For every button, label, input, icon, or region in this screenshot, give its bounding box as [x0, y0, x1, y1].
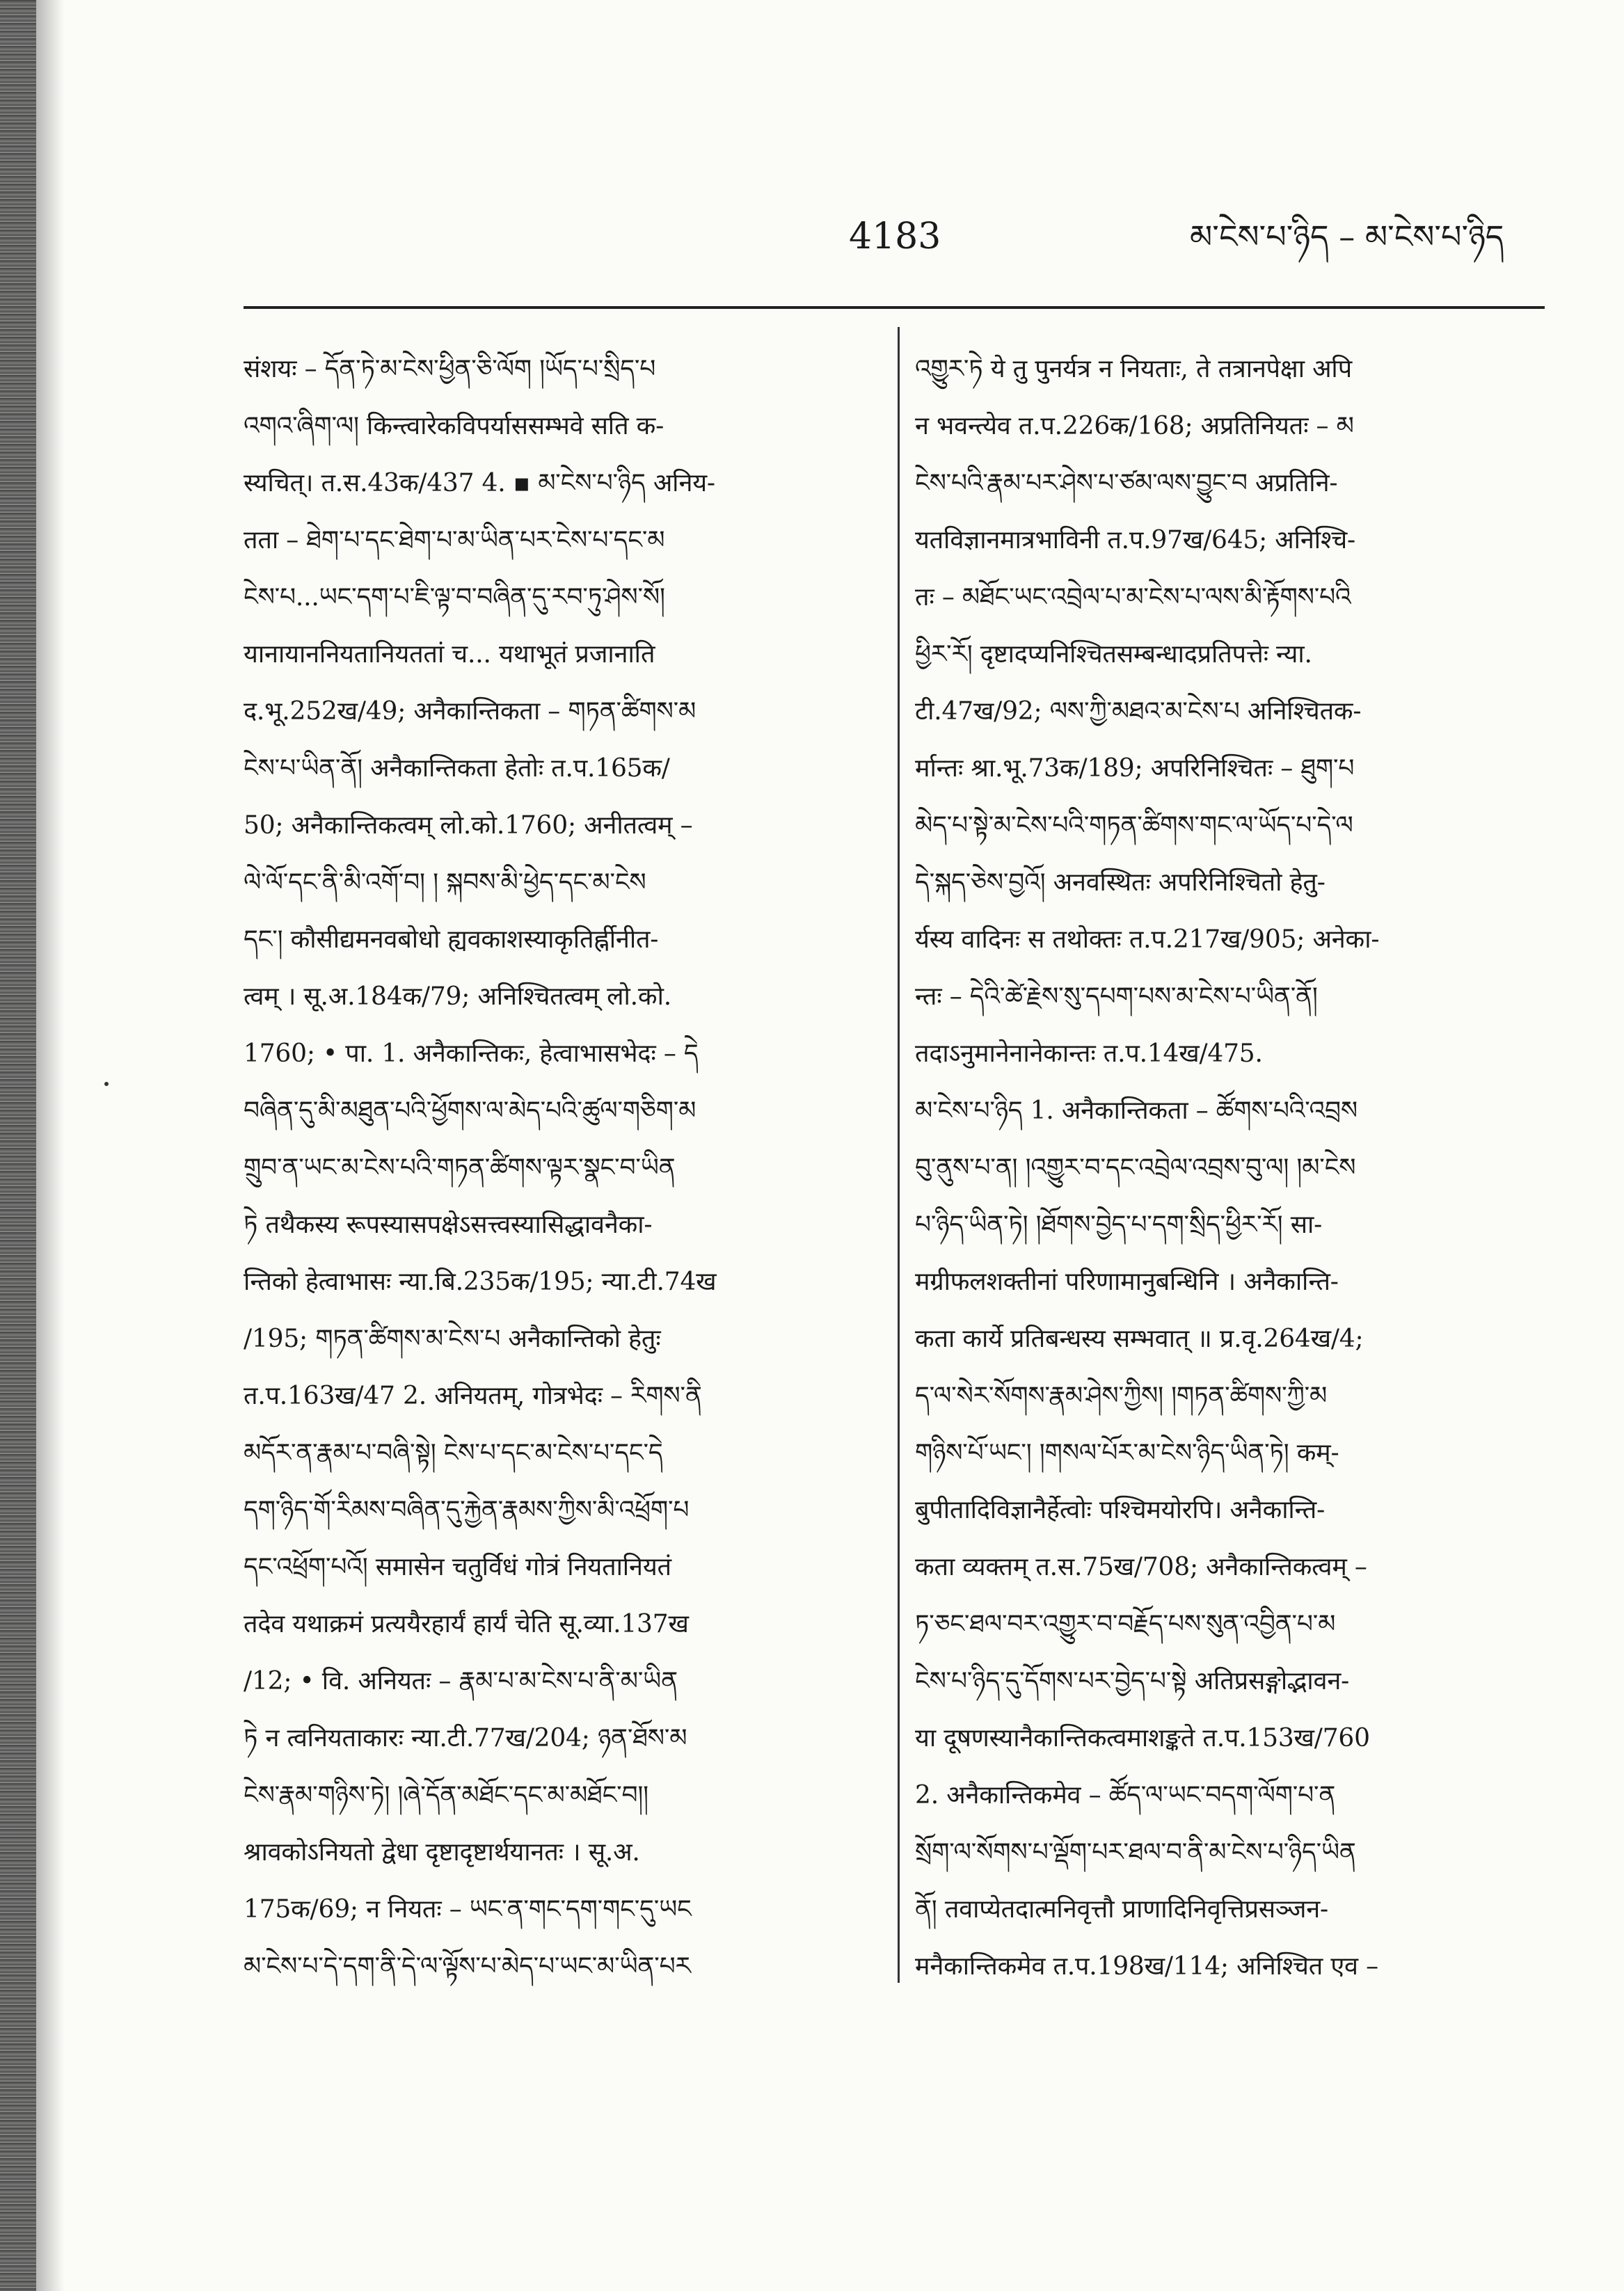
text-line: འགྱུར་ཏེ ये तु पुनर्यत्र न नियताः, ते तत्रानपेक्षा अपि [915, 355, 1352, 383]
text-line: मग्रीफलशक्तीनां परिणामानुबन्धिनि । अनैकान्ति- [915, 1268, 1339, 1296]
text-line: 50; अनैकान्तिकत्वम् लो.को.1760; अनीतत्वम् – [244, 811, 693, 840]
text-line: དག་ཉིད་གོ་རིམས་བཞིན་དུ་རྐྱེན་རྣམས་ཀྱིས་མི་འཕྲོག་པ [244, 1496, 690, 1524]
header-rule [244, 306, 1545, 309]
text-line: र्यस्य वादिनः स तथोक्तः त.प.217ख/905; अनेका- [915, 925, 1380, 954]
text-line: བུ་ནུས་པ་ན། །འགྱུར་བ་དང་འབྲེལ་འབྲས་བུ་ལ། །མ་ངེས [915, 1154, 1356, 1182]
text-line: त्वम् । सू.अ.184क/79; अनिश्चितत्वम् लो.को. [244, 982, 671, 1011]
text-line: བཞིན་དུ་མི་མཐུན་པའི་ཕྱོགས་ལ་མེད་པའི་ཚུལ་གཅིག་མ [244, 1096, 696, 1125]
left-column [244, 341, 873, 1995]
text-line: འགའ་ཞིག་ལ། किन्त्वारेकविपर्याससम्भवे सति क- [244, 412, 664, 440]
text-line: ངེས་རྣམ་གཉིས་ཏེ། །ཞེ་དོན་མཐོང་དང་མ་མཐོང་བ།། [244, 1781, 648, 1810]
page-header [0, 209, 1624, 264]
text-line: ངེས་པ་ཉིད་དུ་དོགས་པར་བྱེད་པ་སྟེ अतिप्रसङ्गोद्भावन- [915, 1667, 1350, 1695]
text-line: ནོ། तवाप्येतदात्मनिवृत्तौ प्राणादिनिवृत्तिप्रसञ्जन- [915, 1895, 1328, 1924]
text-line: कता व्यक्तम् त.स.75ख/708; अनैकान्तिकत्वम् – [915, 1553, 1367, 1581]
column-divider [898, 327, 900, 1983]
text-line: གཉིས་པོ་ཡང་། །གསལ་པོར་མ་ངེས་ཉིད་ཡིན་ཏེ། कम्- [915, 1439, 1339, 1467]
text-line: ལེ་ལོ་དང་ནི་མི་འགོ་བ། ། སྐབས་མི་ཕྱེད་དང་མ་ངེས [244, 868, 646, 897]
scan-edge [0, 0, 36, 2291]
text-line: དང་། कौसीद्यमनवबोधो ह्यवकाशस्याकृतिर्ह्नीनीत- [244, 925, 659, 954]
text-line: དང་འཕྲོག་པའོ། समासेन चतुर्विधं गोत्रं नियतानियतं [244, 1553, 671, 1581]
text-line: ངེས་པ...ཡང་དག་པ་ཇི་ལྟ་བ་བཞིན་དུ་རབ་ཏུ་ཤེས་སོ། [244, 583, 665, 612]
text-line: 2. अनैकान्तिकमेव – ཚོད་ལ་ཡང་བདག་ལོག་པ་ན [915, 1781, 1336, 1810]
text-line: न्तिको हेत्वाभासः न्या.बि.235क/195; न्या.टी.74ख [244, 1268, 717, 1296]
text-line: /12; • वि. अनियतः – རྣམ་པ་མ་ངེས་པ་ནི་མ་ཡིན [244, 1667, 678, 1695]
text-line: ཏེ न त्वनियताकारः न्या.टी.77ख/204; ཉན་ཐོས་མ [244, 1724, 687, 1753]
text-line: ད་ལ་སེར་སོགས་རྣམ་ཤེས་ཀྱིས། །གཏན་ཚིགས་ཀྱི་མ [915, 1382, 1328, 1410]
text-line: तदाऽनुमानेनानेकान्तः त.प.14ख/475. [915, 1039, 1263, 1068]
text-line: མ་ངེས་པ་ཉིད 1. अनैकान्तिकता – ཚོགས་པའི་འབྲས [915, 1096, 1358, 1125]
text-line: न्तः – དེའི་ཚེ་རྗེས་སུ་དཔག་པས་མ་ངེས་པ་ཡིན་ནོ། [915, 982, 1318, 1011]
text-line: कता कार्ये प्रतिबन्धस्य सम्भवात् ॥ प्र.वृ.264ख/4; [915, 1325, 1364, 1353]
text-line: མ་ངེས་པ་དེ་དག་ནི་དེ་ལ་ལྟོས་པ་མེད་པ་ཡང་མ་ཡིན་པར [244, 1952, 691, 1981]
text-line: 175क/69; न नियतः – ཡང་ན་གང་དག་གང་དུ་ཡང [244, 1895, 692, 1924]
text-line: द.भू.252ख/49; अनैकान्तिकता – གཏན་ཚིགས་མ [244, 697, 696, 726]
text-line: तदेव यथाक्रमं प्रत्ययैरहार्यं हार्यं चेति सू.व्या.137ख [244, 1610, 689, 1638]
scan-edge-shadow [36, 0, 64, 2291]
text-line: टी.47ख/92; ལས་ཀྱི་མཐའ་མ་ངེས་པ अनिश्चितक- [915, 697, 1362, 726]
text-line: དེ་སྐད་ཅེས་བྱའོ། अनवस्थितः अपरिनिश्चितो हेतु- [915, 868, 1326, 897]
text-line: स्यचित्। त.स.43क/437 4. ▪ མ་ངེས་པ་ཉིད अनिय- [244, 469, 715, 497]
text-line: संशयः – དོན་ཏེ་མ་ངེས་ཕྱིན་ཅི་ལོག །ཡོད་པ་སྲིད་པ [244, 355, 656, 383]
text-line: པ་ཉིད་ཡིན་ཏེ། །ཐོགས་བྱེད་པ་དག་སྲིད་ཕྱིར་རོ། सा- [915, 1211, 1323, 1239]
text-line: ཏེ तथैकस्य रूपस्यासपक्षेऽसत्त्वस्यासिद्धावनैका- [244, 1211, 653, 1239]
text-line: /195; གཏན་ཚིགས་མ་ངེས་པ अनैकान्तिको हेतुः [244, 1325, 661, 1353]
text-line: མདོར་ན་རྣམ་པ་བཞི་སྟེ། ངེས་པ་དང་མ་ངེས་པ་དང་དེ [244, 1439, 663, 1467]
text-line: र्मान्तः श्रा.भू.73क/189; अपरिनिश्चितः – ཐུག་པ [915, 754, 1355, 783]
right-column [915, 341, 1545, 1995]
text-line: यतविज्ञानमात्रभाविनी त.प.97ख/645; अनिश्चि- [915, 526, 1355, 554]
text-line: ཏ་ཅང་ཐལ་བར་འགྱུར་བ་བརྗོད་པས་སུན་འབྱིན་པ་མ [915, 1610, 1336, 1638]
page-number: 4183 [849, 216, 941, 257]
text-line: མེད་པ་སྟེ་མ་ངེས་པའི་གཏན་ཚིགས་གང་ལ་ཡོད་པ་དེ་ལ [915, 811, 1353, 840]
text-line: मनैकान्तिकमेव त.प.198ख/114; अनिश्चित एव – [915, 1952, 1378, 1981]
text-line: གྲུབ་ན་ཡང་མ་ངེས་པའི་གཏན་ཚིགས་ལྟར་སྣང་བ་ཡིན [244, 1154, 676, 1182]
text-line: 1760; • पा. 1. अनैकान्तिकः, हेत्वाभासभेदः – དེ [244, 1039, 699, 1068]
text-line: སྲོག་ལ་སོགས་པ་ལྡོག་པར་ཐལ་བ་ནི་མ་ངེས་པ་ཉིད་ཡིན [915, 1838, 1356, 1867]
text-line: श्रावकोऽनियतो द्वेधा दृष्टादृष्टार्थयानतः । सू.अ. [244, 1838, 640, 1867]
text-line: ངེས་པ་ཡིན་ནོ། अनैकान्तिकता हेतोः त.प.165क/ [244, 754, 670, 783]
text-line: तता – ཐེག་པ་དང་ཐེག་པ་མ་ཡིན་པར་ངེས་པ་དང་མ [244, 526, 665, 554]
text-line: तः – མཐོང་ཡང་འབྲེལ་པ་མ་ངེས་པ་ལས་མི་རྟོགས་པའི [915, 583, 1351, 612]
text-line: या दूषणस्यानैकान्तिकत्वमाशङ्कते त.प.153ख/760 [915, 1724, 1370, 1753]
text-line: न भवन्त्येव त.प.226क/168; अप्रतिनियतः – མ [915, 412, 1354, 440]
running-head: མ་ངེས་པ་ཉིད – མ་ངེས་པ་ཉིད [1190, 218, 1504, 255]
margin-speck [104, 1082, 109, 1086]
text-line: यानायाननियतानियततां च... यथाभूतं प्रजानाति [244, 640, 655, 669]
text-line: ངེས་པའི་རྣམ་པར་ཤེས་པ་ཙམ་ལས་བྱུང་བ अप्रतिनि- [915, 469, 1338, 497]
text-line: ཕྱིར་རོ། दृष्टादप्यनिश्चितसम्बन्धादप्रतिपत्तेः न्या. [915, 640, 1312, 669]
text-line: त.प.163ख/47 2. अनियतम्, गोत्रभेदः – རིགས་ནི [244, 1382, 702, 1410]
text-line: बुपीतादिविज्ञानैर्हेत्वोः पश्चिमयोरपि। अनैकान्ति- [915, 1496, 1326, 1524]
